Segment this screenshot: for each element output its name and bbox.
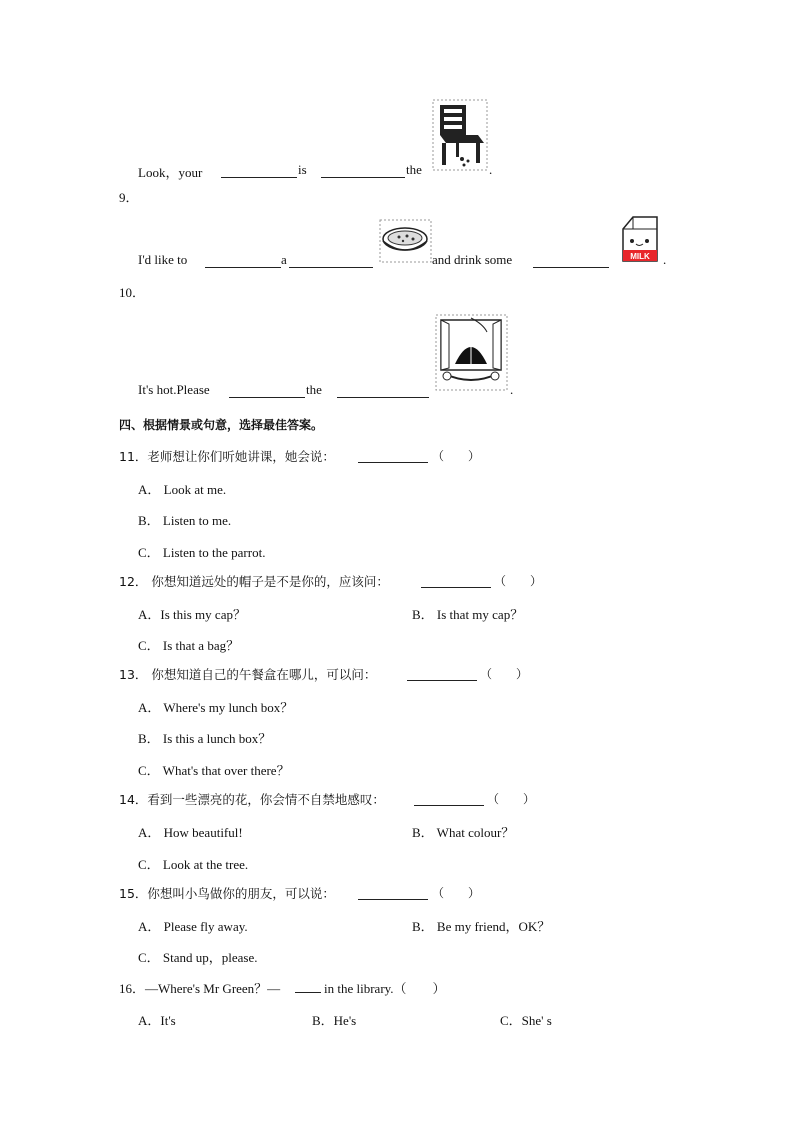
q15-answer-paren[interactable]: （ ） (432, 886, 481, 900)
q9-blank-3[interactable] (533, 267, 609, 268)
q9-blank-2[interactable] (289, 267, 373, 268)
q16-option-a[interactable]: A．It's (138, 1013, 176, 1028)
q15-option-c[interactable]: C． Stand up，please. (138, 950, 258, 965)
q13-blank[interactable] (407, 680, 477, 681)
pie-image (379, 219, 432, 263)
q8-text-the: the (406, 162, 422, 177)
q11-option-b[interactable]: B． Listen to me. (138, 513, 232, 528)
q15-stem: 15．你想叫小鸟做你的朋友，可以说： (119, 886, 335, 901)
q13-option-b[interactable]: B． Is this a lunch box？ (138, 731, 272, 746)
q15-option-a[interactable]: A． Please fly away. (138, 919, 248, 934)
q11-blank[interactable] (358, 462, 428, 463)
q10-text-hot: It's hot.Please (138, 382, 210, 397)
q16-blank[interactable] (295, 992, 321, 993)
q13-stem: 13． 你想知道自己的午餐盒在哪儿，可以问： (119, 667, 377, 682)
q12-answer-paren[interactable]: （ ） (494, 574, 543, 588)
q9-text-drink: and drink some (432, 252, 513, 267)
q14-option-c[interactable]: C． Look at the tree. (138, 857, 249, 872)
q11-option-a[interactable]: A． Look at me. (138, 482, 227, 497)
q11-option-c[interactable]: C． Listen to the parrot. (138, 545, 266, 560)
q16-option-b[interactable]: B．He's (312, 1013, 357, 1028)
q11-answer-paren[interactable]: （ ） (432, 449, 481, 463)
q14-blank[interactable] (414, 805, 484, 806)
section-4-title: 四、根据情景或句意，选择最佳答案。 (119, 418, 324, 432)
q8-text-is: is (298, 162, 307, 177)
q9-text-a: a (281, 252, 287, 267)
q10-blank-1[interactable] (229, 397, 305, 398)
q12-option-b[interactable]: B． Is that my cap？ (412, 607, 524, 622)
q10-period: . (510, 382, 514, 397)
q10-blank-2[interactable] (337, 397, 429, 398)
q14-option-b[interactable]: B． What colour？ (412, 825, 515, 840)
q16-stem-end: in the library.（ ） (324, 981, 446, 996)
q12-option-c[interactable]: C． Is that a bag？ (138, 638, 240, 653)
q10-text-the: the (306, 382, 322, 397)
milk-label: MILK (630, 252, 650, 261)
q9-period: . (663, 252, 667, 267)
q10-number: 10． (119, 285, 146, 300)
q8-blank-1[interactable] (221, 177, 297, 178)
q9-blank-1[interactable] (205, 267, 281, 268)
q8-blank-2[interactable] (321, 177, 405, 178)
q13-answer-paren[interactable]: （ ） (480, 667, 529, 681)
milk-carton-image (617, 215, 663, 267)
q8-text-look: Look，your (138, 165, 203, 180)
q15-option-b[interactable]: B． Be my friend，OK？ (412, 919, 551, 934)
q16-option-c[interactable]: C．She' s (500, 1013, 552, 1028)
q8-period: . (489, 162, 493, 177)
q12-blank[interactable] (421, 587, 491, 588)
q9-text-like: I'd like to (138, 252, 188, 267)
q14-answer-paren[interactable]: （ ） (487, 792, 536, 806)
q13-option-c[interactable]: C． What's that over there？ (138, 763, 290, 778)
q9-number: 9． (119, 190, 139, 205)
q16-stem-start: 16．—Where's Mr Green？— (119, 981, 281, 996)
q13-option-a[interactable]: A． Where's my lunch box？ (138, 700, 294, 715)
q12-option-a[interactable]: A．Is this my cap？ (138, 607, 246, 622)
window-image (435, 314, 508, 391)
q11-stem: 11．老师想让你们听她讲课，她会说： (119, 449, 335, 464)
chair-image (432, 99, 488, 171)
q12-stem: 12． 你想知道远处的帽子是不是你的，应该问： (119, 574, 389, 589)
q14-option-a[interactable]: A． How beautiful! (138, 825, 243, 840)
q15-blank[interactable] (358, 899, 428, 900)
q14-stem: 14．看到一些漂亮的花，你会情不自禁地感叹： (119, 792, 385, 807)
